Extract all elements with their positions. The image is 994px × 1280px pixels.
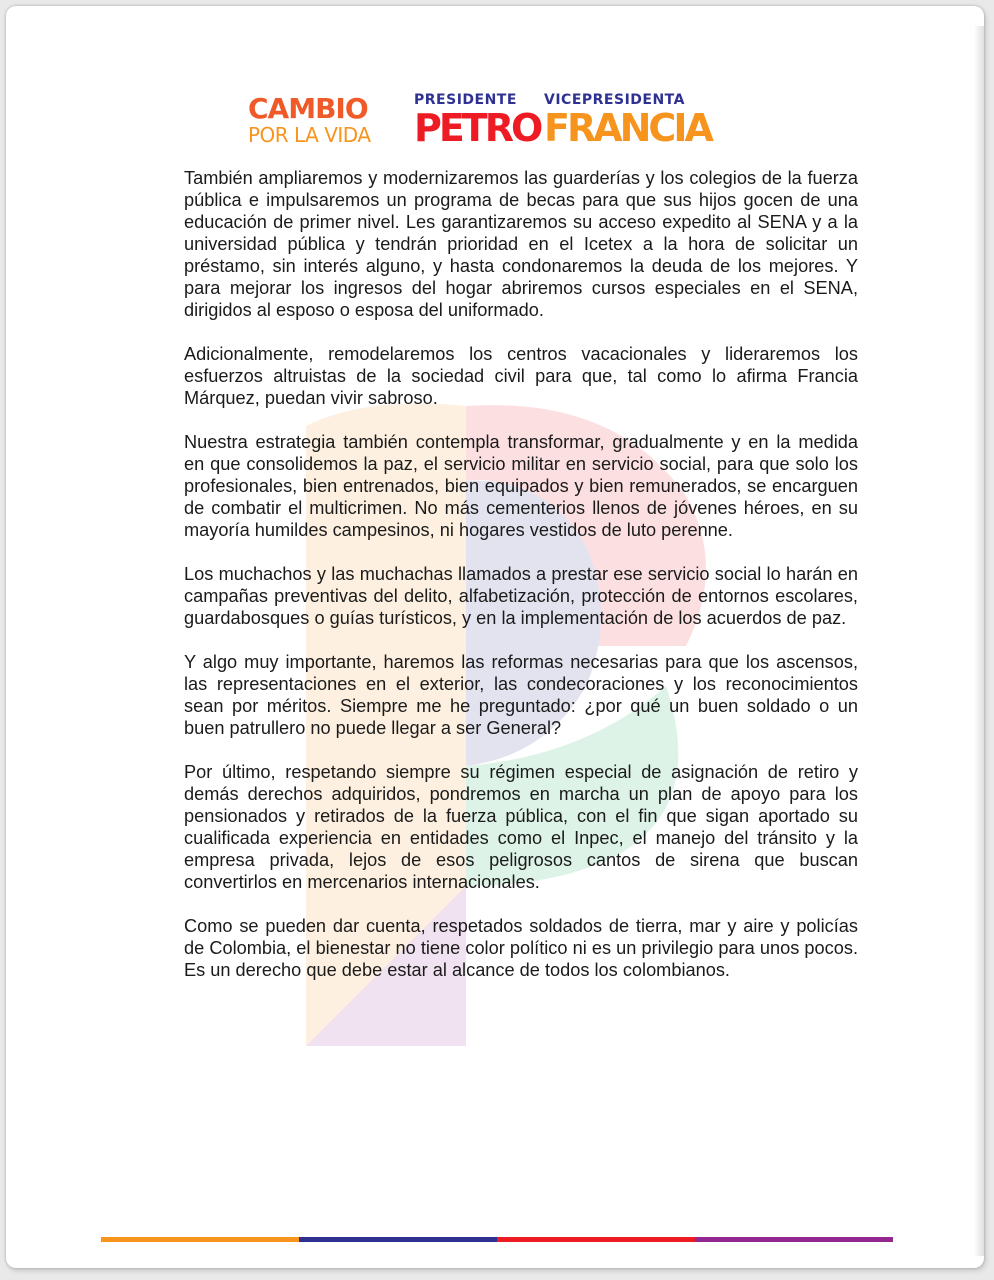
paragraph: Como se pueden dar cuenta, respetados soldados de tierra, mar y aire y policías de Colombia, el bienestar no tiene color político ni es un privilegio para unos pocos. Es un derecho que debe estar al alcance de todos los colombianos. bbox=[184, 916, 858, 980]
footer-bar-orange bbox=[101, 1237, 299, 1242]
footer-bar-purple bbox=[695, 1237, 893, 1242]
campaign-logo bbox=[244, 88, 714, 158]
paragraph: Y algo muy importante, haremos las reformas necesarias para que los ascensos, las representaciones en el exterior, las condecoraciones y los reconocimientos sean por méritos. Siempre me he preguntado: ¿por qué un buen soldado o un buen patrullero no puede llegar a ser General? bbox=[184, 652, 858, 738]
footer-bar-red bbox=[497, 1237, 695, 1242]
logo-president bbox=[414, 92, 540, 148]
page-edge-shadow bbox=[974, 26, 984, 1256]
logo-vice-name: FRANCIA bbox=[544, 106, 711, 150]
logo-president-title: PRESIDENTE bbox=[414, 92, 517, 108]
logo-slogan bbox=[248, 94, 408, 146]
paragraph: Adicionalmente, remodelaremos los centros vacacionales y lideraremos los esfuerzos altruistas de la sociedad civil para que, tal como lo afirma Francia Márquez, puedan vivir sabroso. bbox=[184, 344, 858, 408]
paragraph: Nuestra estrategia también contempla transformar, gradualmente y en la medida en que consolidemos la paz, el servicio militar en servicio social, para que solo los profesionales, bien entrenados, bien equipados y bien remunerados, se encarguen de combatir el multicrimen. No más cementerios llenos de jóvenes héroes, en su mayoría humildes campesinos, ni hogares vestidos de luto perenne. bbox=[184, 432, 858, 540]
logo-slogan-line2: POR LA VIDA bbox=[248, 123, 371, 147]
paragraph: También ampliaremos y modernizaremos las guarderías y los colegios de la fuerza pública e impulsaremos un programa de becas para que sus hijos gocen de una educación de primer nivel. Les garantizaremos su acceso expedito al SENA y a la universidad pública y tendrán prioridad en el Icetex a la hora de solicitar un préstamo, sin interés alguno, y hasta condonaremos la deuda de los mejores. Y para mejorar los ingresos del hogar abriremos cursos especiales en el SENA, dirigidos al esposo o esposa del uniformado. bbox=[184, 168, 858, 320]
document-body bbox=[184, 167, 858, 1003]
footer-color-bar bbox=[101, 1237, 893, 1242]
logo-vice-title: VICEPRESIDENTA bbox=[544, 92, 685, 108]
logo-president-name: PETRO bbox=[414, 106, 541, 150]
logo-vice bbox=[544, 92, 711, 148]
document-page bbox=[6, 6, 984, 1268]
paragraph: Los muchachos y las muchachas llamados a prestar ese servicio social lo harán en campañas preventivas del delito, alfabetización, protección de entornos escolares, guardabosques o guías turísticos, y en la implementación de los acuerdos de paz. bbox=[184, 564, 858, 628]
paragraph: Por último, respetando siempre su régimen especial de asignación de retiro y demás derechos adquiridos, pondremos en marcha un plan de apoyo para los pensionados y retirados de la fuerza pública, con el fin que sigan aportado su cualificada experiencia en entidades como el Inpec, el manejo del tránsito y la empresa privada, lejos de esos peligrosos cantos de sirena que buscan convertirlos en mercenarios internacionales. bbox=[184, 762, 858, 892]
logo-slogan-line1: CAMBIO bbox=[248, 92, 368, 125]
footer-bar-navy bbox=[299, 1237, 497, 1242]
